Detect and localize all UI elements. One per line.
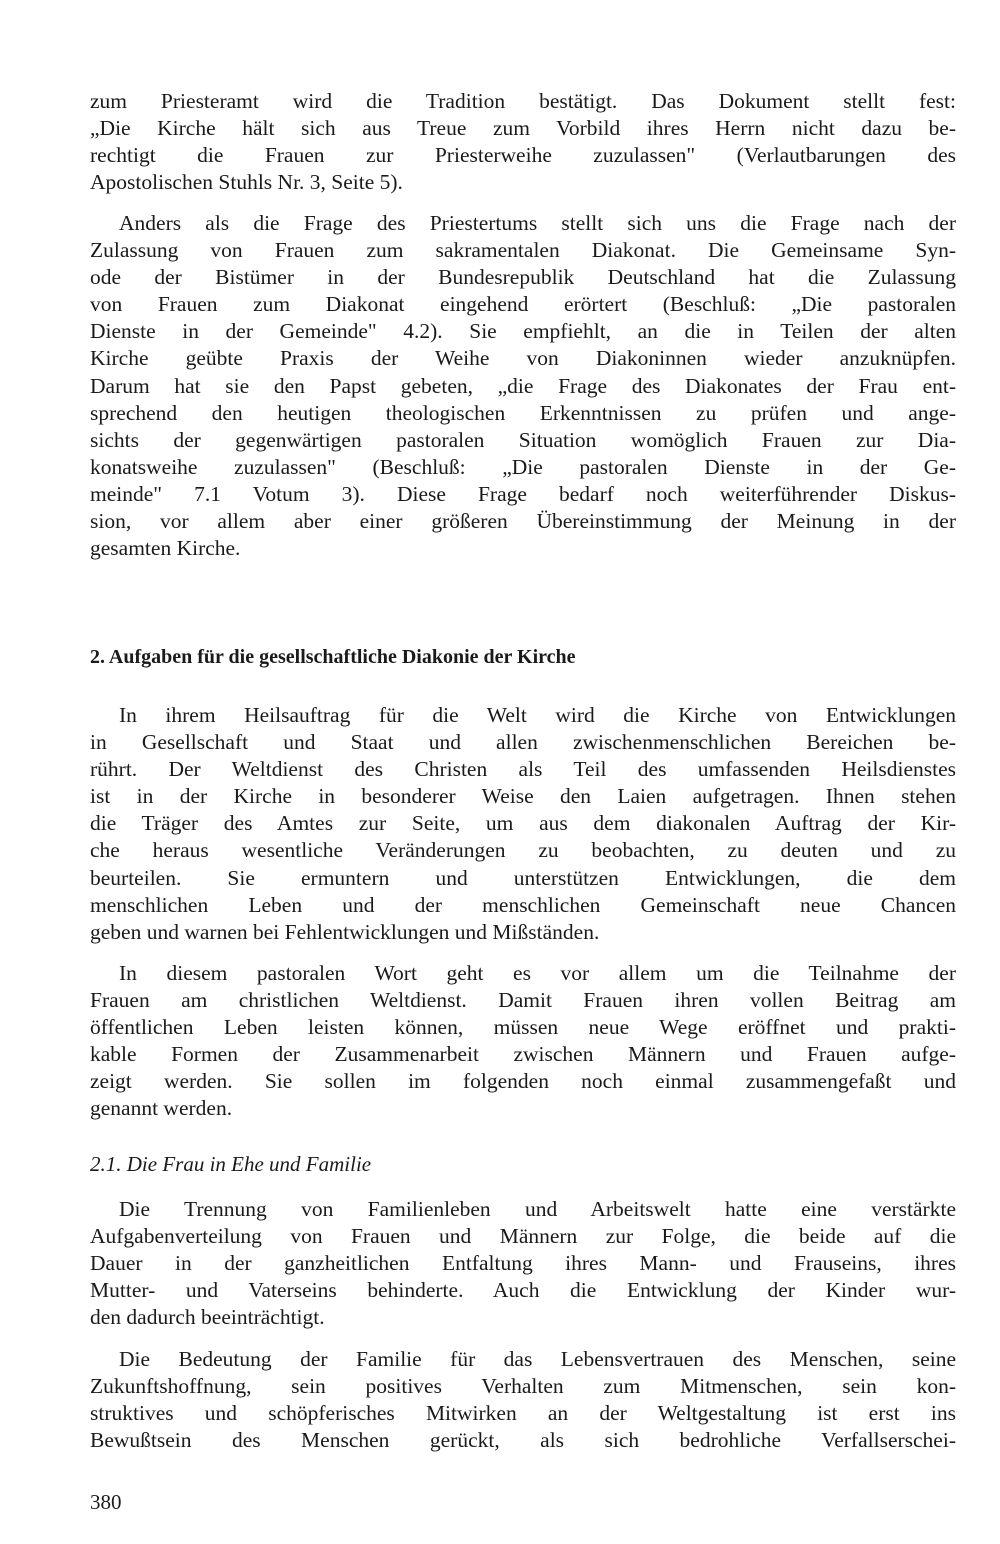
text-line: zeigt werden. Sie sollen im folgenden noch einmal zusammengefaßt und (90, 1069, 956, 1094)
text-line: Aufgabenverteilung von Frauen und Männern zur Folge, die beide auf die (90, 1224, 956, 1249)
text-line: meinde" 7.1 Votum 3). Diese Frage bedarf noch weiterführender Diskus- (90, 481, 956, 506)
text-line: in Gesellschaft und Staat und allen zwischenmenschlichen Bereichen be- (90, 730, 956, 755)
text-line: den dadurch beeinträchtigt. (90, 1305, 325, 1330)
text-line: öffentlichen Leben leisten können, müssen neue Wege eröffnet und prakti- (90, 1015, 956, 1040)
text-line: Zulassung von Frauen zum sakramentalen Diakonat. Die Gemeinsame Syn- (90, 238, 956, 263)
paragraph-6 (90, 1346, 956, 1454)
paragraph-text (90, 1346, 956, 1454)
text-line: die Träger des Amtes zur Seite, um aus dem diakonalen Auftrag der Kir- (90, 811, 956, 836)
paragraph-text (90, 88, 956, 196)
paragraph-text (90, 702, 956, 946)
text-line: sichts der gegenwärtigen pastoralen Situation womöglich Frauen zur Dia- (90, 427, 956, 452)
text-line: Dienste in der Gemeinde" 4.2). Sie empfiehlt, an die in Teilen der alten (90, 319, 956, 344)
text-line: struktives und schöpferisches Mitwirken an der Weltgestaltung ist erst ins (90, 1401, 956, 1426)
text-line: che heraus wesentliche Veränderungen zu beobachten, zu deuten und zu (90, 838, 956, 863)
text-line: beurteilen. Sie ermuntern und unterstützen Entwicklungen, die dem (90, 865, 956, 890)
text-line: Frauen am christlichen Weltdienst. Damit Frauen ihren vollen Beitrag am (90, 988, 956, 1013)
text-line: Anders als die Frage des Priestertums stellt sich uns die Frage nach der (119, 211, 956, 235)
text-line: sprechend den heutigen theologischen Erkenntnissen zu prüfen und ange- (90, 400, 956, 425)
text-line: Dauer in der ganzheitlichen Entfaltung ihres Mann- und Frauseins, ihres (90, 1251, 956, 1276)
text-line: sion, vor allem aber einer größeren Übereinstimmung der Meinung in der (90, 509, 956, 534)
text-line: genannt werden. (90, 1096, 233, 1121)
text-line: von Frauen zum Diakonat eingehend erörtert (Beschluß: „Die pastoralen (90, 292, 956, 317)
paragraph-text (90, 1196, 956, 1331)
text-line: kable Formen der Zusammenarbeit zwischen Männern und Frauen aufge- (90, 1042, 956, 1067)
text-line: ode der Bistümer in der Bundesrepublik Deutschland hat die Zulassung (90, 265, 956, 290)
text-line: rechtigt die Frauen zur Priesterweihe zuzulassen" (Verlautbarungen des (90, 143, 956, 168)
paragraph-5 (90, 1196, 956, 1331)
paragraph-3 (90, 702, 956, 946)
text-line: Die Bedeutung der Familie für das Lebensvertrauen des Menschen, seine (119, 1347, 956, 1371)
text-line: In ihrem Heilsauftrag für die Welt wird die Kirche von Entwicklungen (119, 703, 956, 727)
text-line: zum Priesteramt wird die Tradition bestätigt. Das Dokument stellt fest: (90, 89, 956, 113)
text-line: Apostolischen Stuhls Nr. 3, Seite 5). (90, 170, 403, 195)
paragraph-2 (90, 210, 956, 562)
text-line: geben und warnen bei Fehlentwicklungen und Mißständen. (90, 919, 600, 944)
paragraph-1 (90, 88, 956, 196)
paragraph-text (90, 960, 956, 1123)
text-line: Darum hat sie den Papst gebeten, „die Frage des Diakonates der Frau ent- (90, 373, 956, 398)
text-line: ist in der Kirche in besonderer Weise den Laien aufgetragen. Ihnen stehen (90, 784, 956, 809)
text-line: Kirche geübte Praxis der Weihe von Diakoninnen wieder anzuknüpfen. (90, 346, 956, 371)
subsection-heading: 2.1. Die Frau in Ehe und Familie (90, 1152, 372, 1176)
text-line: gesamten Kirche. (90, 536, 241, 561)
text-line: konatsweihe zuzulassen" (Beschluß: „Die pastoralen Dienste in der Ge- (90, 454, 956, 479)
text-line: rührt. Der Weltdienst des Christen als Teil des umfassenden Heilsdienstes (90, 757, 956, 782)
text-line: Bewußtsein des Menschen gerückt, als sich bedrohliche Verfallserschei- (90, 1428, 956, 1453)
text-line: „Die Kirche hält sich aus Treue zum Vorbild ihres Herrn nicht dazu be- (90, 116, 956, 141)
text-line: Mutter- und Vaterseins behinderte. Auch die Entwicklung der Kinder wur- (90, 1278, 956, 1303)
text-line: menschlichen Leben und der menschlichen Gemeinschaft neue Chancen (90, 892, 956, 917)
text-line: Die Trennung von Familienleben und Arbeitswelt hatte eine verstärkte (119, 1197, 956, 1221)
paragraph-4 (90, 960, 956, 1123)
paragraph-text (90, 210, 956, 562)
text-line: Zukunftshoffnung, sein positives Verhalten zum Mitmenschen, sein kon- (90, 1374, 956, 1399)
text-line: In diesem pastoralen Wort geht es vor allem um die Teilnahme der (119, 961, 956, 985)
section-heading: 2. Aufgaben für die gesellschaftliche Diakonie der Kirche (90, 646, 576, 668)
page-number: 380 (90, 1490, 122, 1514)
